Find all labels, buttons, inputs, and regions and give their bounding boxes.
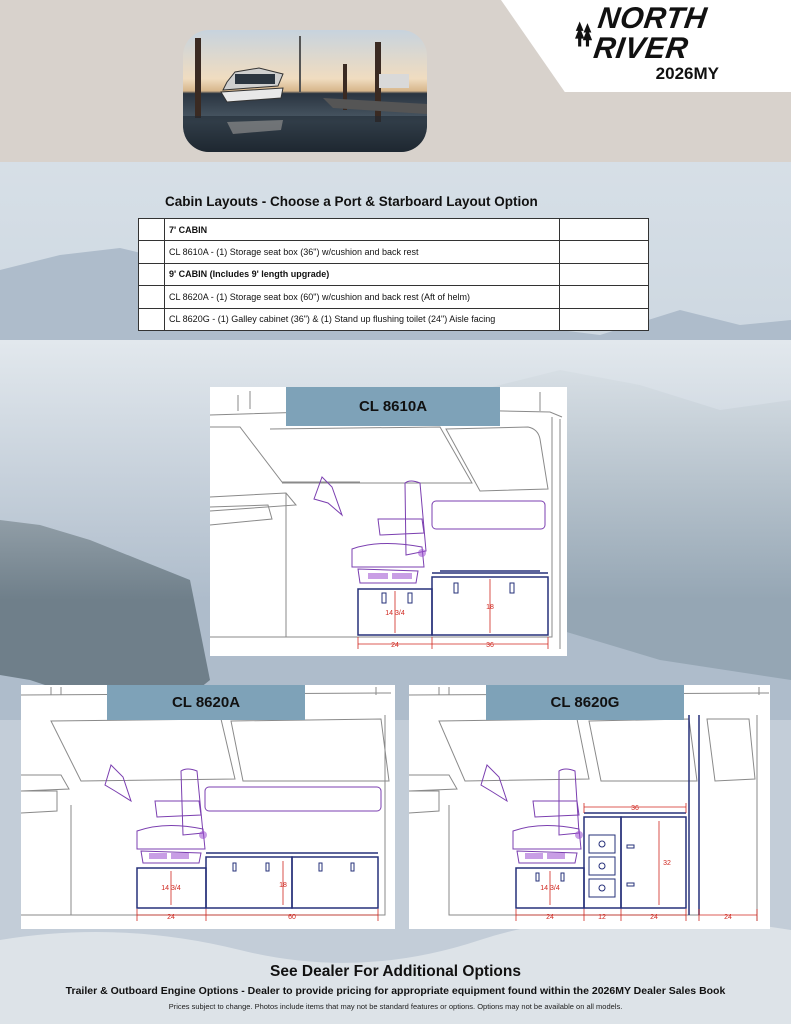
seat-width-dim: 24	[546, 914, 554, 921]
seat-width-dim: 24	[391, 642, 399, 649]
galley-top-dim: 36	[631, 805, 639, 812]
diagram-cl8610a	[210, 387, 567, 656]
price-cell	[560, 263, 649, 285]
diagram-label: CL 8610A	[286, 387, 500, 426]
diagram-label: CL 8620A	[107, 685, 305, 720]
gap-width-dim: 12	[598, 914, 606, 921]
diagram-cl8620a	[21, 685, 395, 929]
table-row	[139, 308, 649, 330]
cabin-drawing	[210, 387, 567, 656]
row-heading: 7' CABIN	[165, 219, 560, 241]
checkbox-cell[interactable]	[139, 286, 165, 308]
footer-subtitle: Trailer & Outboard Engine Options - Dealer to provide pricing for appropriate equipment found within the 2026MY Dealer Sales Book	[65, 985, 726, 997]
seat-height-dim: 14 3/4	[385, 610, 405, 617]
row-option: CL 8620G - (1) Galley cabinet (36") & (1) Stand up flushing toilet (24") Aisle facing	[165, 308, 560, 330]
price-cell	[560, 286, 649, 308]
pine-trees-icon	[575, 18, 592, 50]
footer-fine-print: Prices subject to change. Photos include items that may not be standard features or options. Options may not be available on all models.	[168, 1002, 623, 1011]
diagram-label: CL 8620G	[486, 685, 684, 720]
price-cell	[560, 241, 649, 263]
section-title: Cabin Layouts - Choose a Port & Starboard Layout Option	[165, 194, 538, 209]
checkbox-cell[interactable]	[139, 308, 165, 330]
table-row	[139, 263, 649, 285]
boat-marina-photo	[183, 30, 427, 152]
box-width-dim: 36	[486, 642, 494, 649]
row-heading: 9' CABIN (Includes 9' length upgrade)	[165, 263, 560, 285]
cabin-drawing	[409, 685, 770, 929]
checkbox-cell[interactable]	[139, 263, 165, 285]
brand-logo	[575, 2, 761, 65]
galley-width-dim: 24	[650, 914, 658, 921]
row-option: CL 8610A - (1) Storage seat box (36") w/cushion and back rest	[165, 241, 560, 263]
header-band	[0, 0, 791, 162]
brand-name: NORTH RIVER	[591, 2, 710, 65]
box-width-dim: 60	[288, 914, 296, 921]
seat-height-dim: 14 3/4	[540, 885, 560, 892]
seat-width-dim: 24	[167, 914, 175, 921]
box-height-dim: 18	[486, 604, 494, 611]
galley-height-dim: 32	[663, 860, 671, 867]
seat-height-dim: 14 3/4	[161, 885, 181, 892]
checkbox-cell[interactable]	[139, 219, 165, 241]
footer-title: See Dealer For Additional Options	[270, 963, 521, 980]
cabin-options-table	[138, 218, 649, 331]
box-height-dim: 18	[279, 882, 287, 889]
price-cell	[560, 219, 649, 241]
row-option: CL 8620A - (1) Storage seat box (60") w/cushion and back rest (Aft of helm)	[165, 286, 560, 308]
price-cell	[560, 308, 649, 330]
cabin-drawing	[21, 685, 395, 929]
table-row	[139, 219, 649, 241]
table-row	[139, 286, 649, 308]
diagram-cl8620g	[409, 685, 770, 929]
toilet-width-dim: 24	[724, 914, 732, 921]
table-row	[139, 241, 649, 263]
model-year: 2026MY	[655, 64, 719, 83]
checkbox-cell[interactable]	[139, 241, 165, 263]
